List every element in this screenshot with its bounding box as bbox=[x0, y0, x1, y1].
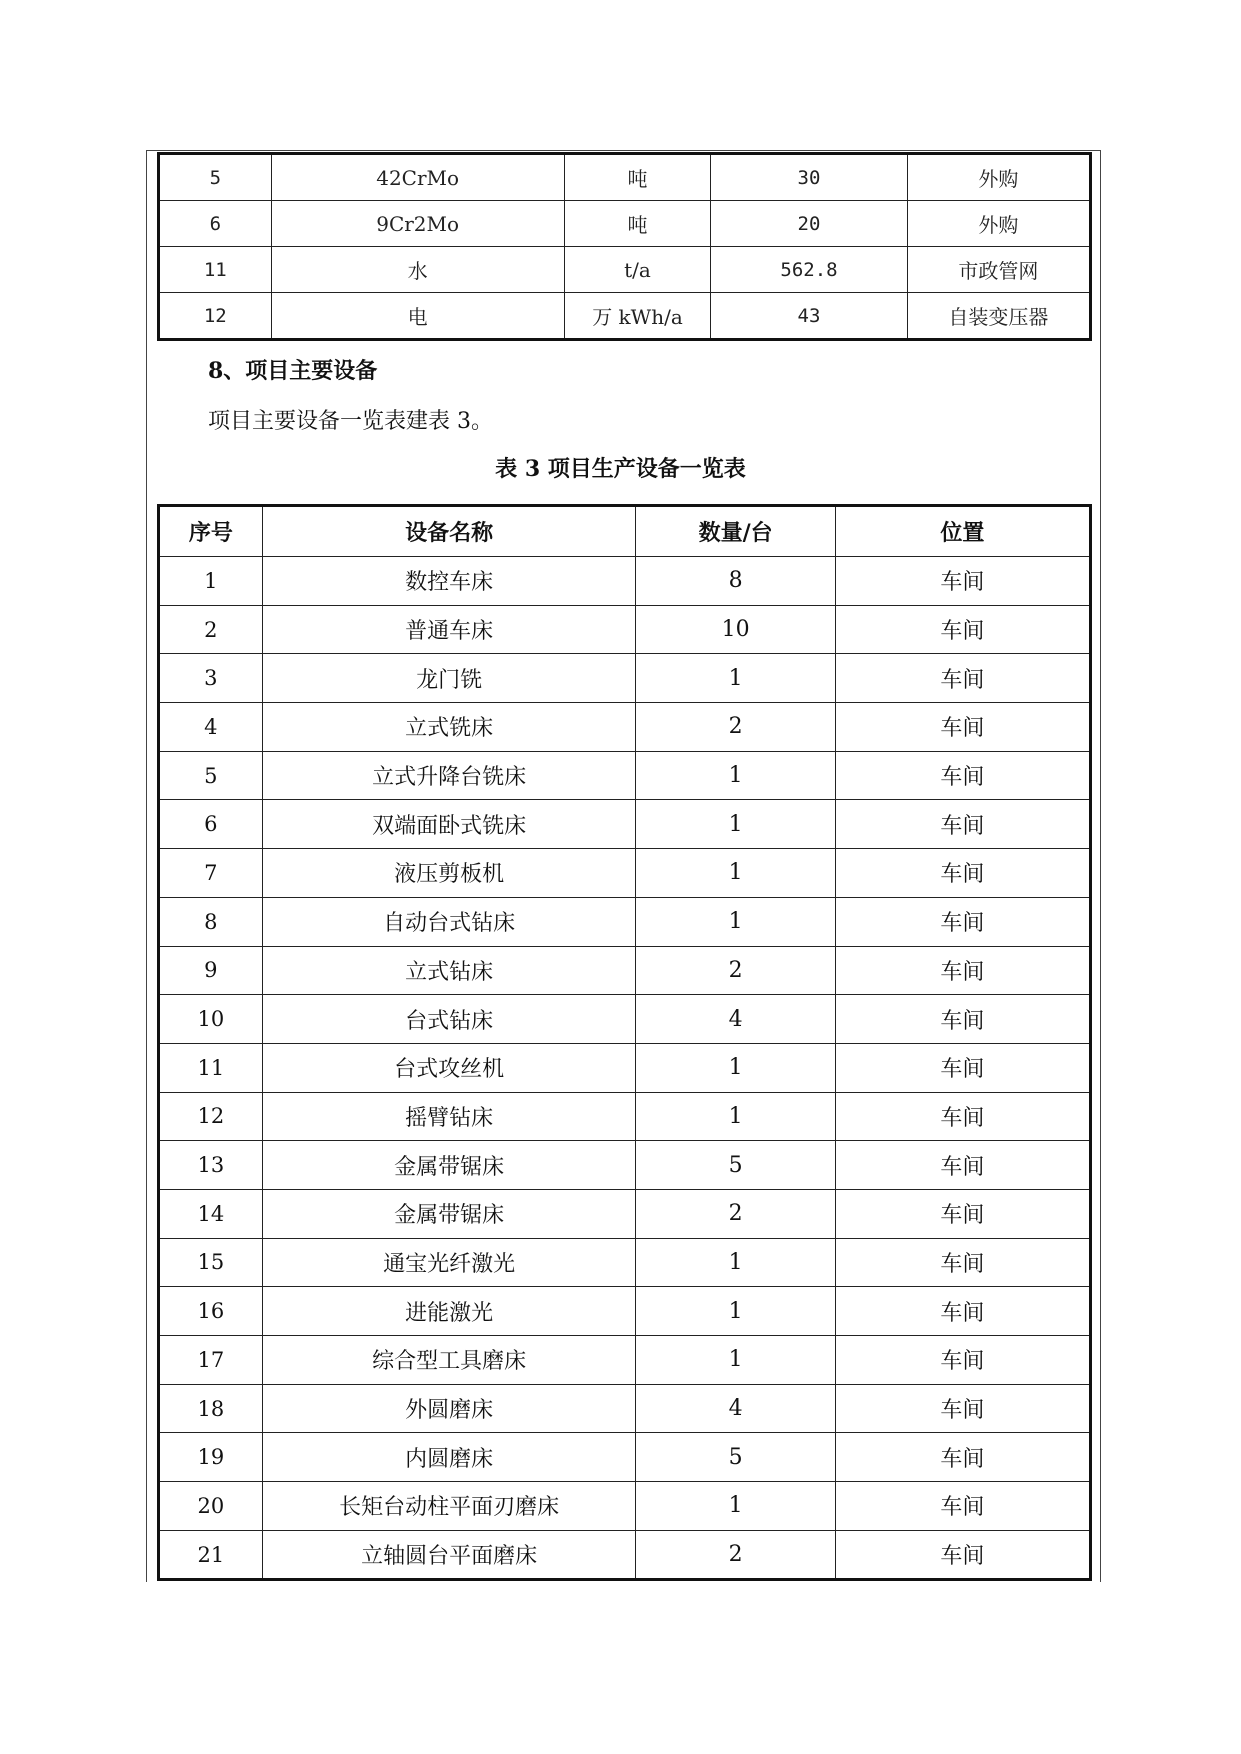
cell-no: 11 bbox=[159, 1043, 263, 1092]
cell-qty: 43 bbox=[711, 293, 907, 340]
cell-location: 车间 bbox=[835, 946, 1090, 995]
cell-source: 市政管网 bbox=[907, 247, 1090, 293]
cell-equipment-name: 数控车床 bbox=[262, 557, 636, 606]
cell-equipment-name: 双端面卧式铣床 bbox=[262, 800, 636, 849]
header-no: 序号 bbox=[159, 506, 263, 557]
cell-quantity: 4 bbox=[636, 1384, 835, 1433]
cell-quantity: 1 bbox=[636, 1043, 835, 1092]
cell-equipment-name: 摇臂钻床 bbox=[262, 1092, 636, 1141]
cell-quantity: 2 bbox=[636, 1530, 835, 1580]
section-title: 8、项目主要设备 bbox=[208, 358, 378, 384]
cell-no: 5 bbox=[159, 751, 263, 800]
cell-qty: 20 bbox=[711, 201, 907, 247]
cell-equipment-name: 立式升降台铣床 bbox=[262, 751, 636, 800]
cell-no: 17 bbox=[159, 1336, 263, 1385]
cell-equipment-name: 金属带锯床 bbox=[262, 1189, 636, 1238]
cell-location: 车间 bbox=[835, 1336, 1090, 1385]
cell-quantity: 1 bbox=[636, 1238, 835, 1287]
table-caption: 表 3 项目生产设备一览表 bbox=[495, 456, 746, 482]
cell-equipment-name: 立轴圆台平面磨床 bbox=[262, 1530, 636, 1580]
cell-equipment-name: 自动台式钻床 bbox=[262, 897, 636, 946]
cell-quantity: 1 bbox=[636, 897, 835, 946]
cell-source: 外购 bbox=[907, 201, 1090, 247]
cell-no: 7 bbox=[159, 849, 263, 898]
table-row bbox=[159, 293, 1091, 340]
table-row bbox=[159, 703, 1091, 752]
cell-equipment-name: 立式铣床 bbox=[262, 703, 636, 752]
cell-no: 1 bbox=[159, 557, 263, 606]
cell-location: 车间 bbox=[835, 1043, 1090, 1092]
cell-quantity: 5 bbox=[636, 1433, 835, 1482]
table-row bbox=[159, 557, 1091, 606]
cell-equipment-name: 立式钻床 bbox=[262, 946, 636, 995]
cell-quantity: 8 bbox=[636, 557, 835, 606]
cell-no: 6 bbox=[159, 201, 272, 247]
cell-equipment-name: 综合型工具磨床 bbox=[262, 1336, 636, 1385]
cell-location: 车间 bbox=[835, 1482, 1090, 1531]
cell-source: 外购 bbox=[907, 154, 1090, 201]
table-header-row bbox=[159, 506, 1091, 557]
cell-equipment-name: 台式钻床 bbox=[262, 995, 636, 1044]
cell-location: 车间 bbox=[835, 751, 1090, 800]
cell-no: 16 bbox=[159, 1287, 263, 1336]
cell-quantity: 2 bbox=[636, 703, 835, 752]
cell-no: 14 bbox=[159, 1189, 263, 1238]
materials-table bbox=[157, 152, 1092, 341]
table-row bbox=[159, 1336, 1091, 1385]
table-row bbox=[159, 995, 1091, 1044]
table-row bbox=[159, 1189, 1091, 1238]
cell-location: 车间 bbox=[835, 1092, 1090, 1141]
table-row bbox=[159, 1384, 1091, 1433]
cell-source: 自装变压器 bbox=[907, 293, 1090, 340]
cell-no: 10 bbox=[159, 995, 263, 1044]
cell-no: 4 bbox=[159, 703, 263, 752]
cell-no: 9 bbox=[159, 946, 263, 995]
header-location: 位置 bbox=[835, 506, 1090, 557]
cell-no: 13 bbox=[159, 1141, 263, 1190]
cell-quantity: 1 bbox=[636, 849, 835, 898]
cell-location: 车间 bbox=[835, 849, 1090, 898]
cell-no: 2 bbox=[159, 605, 263, 654]
table-row bbox=[159, 946, 1091, 995]
cell-location: 车间 bbox=[835, 1384, 1090, 1433]
cell-location: 车间 bbox=[835, 1141, 1090, 1190]
cell-name: 9Cr2Mo bbox=[271, 201, 564, 247]
cell-quantity: 1 bbox=[636, 654, 835, 703]
cell-unit: 吨 bbox=[564, 154, 711, 201]
cell-equipment-name: 进能激光 bbox=[262, 1287, 636, 1336]
table-row bbox=[159, 1482, 1091, 1531]
cell-no: 20 bbox=[159, 1482, 263, 1531]
cell-location: 车间 bbox=[835, 703, 1090, 752]
header-qty: 数量/台 bbox=[636, 506, 835, 557]
table-row bbox=[159, 605, 1091, 654]
cell-location: 车间 bbox=[835, 1189, 1090, 1238]
cell-no: 3 bbox=[159, 654, 263, 703]
table-row bbox=[159, 1092, 1091, 1141]
cell-quantity: 10 bbox=[636, 605, 835, 654]
cell-equipment-name: 长矩台动柱平面刃磨床 bbox=[262, 1482, 636, 1531]
cell-location: 车间 bbox=[835, 995, 1090, 1044]
cell-unit: t/a bbox=[564, 247, 711, 293]
table-row bbox=[159, 897, 1091, 946]
cell-no: 8 bbox=[159, 897, 263, 946]
cell-no: 6 bbox=[159, 800, 263, 849]
cell-quantity: 1 bbox=[636, 1287, 835, 1336]
cell-equipment-name: 普通车床 bbox=[262, 605, 636, 654]
cell-location: 车间 bbox=[835, 1530, 1090, 1580]
table-row bbox=[159, 751, 1091, 800]
table-row bbox=[159, 1530, 1091, 1580]
cell-name: 电 bbox=[271, 293, 564, 340]
cell-unit: 万 kWh/a bbox=[564, 293, 711, 340]
cell-no: 12 bbox=[159, 1092, 263, 1141]
cell-quantity: 4 bbox=[636, 995, 835, 1044]
table-row bbox=[159, 1433, 1091, 1482]
cell-location: 车间 bbox=[835, 1287, 1090, 1336]
cell-quantity: 1 bbox=[636, 1092, 835, 1141]
cell-qty: 30 bbox=[711, 154, 907, 201]
table-row bbox=[159, 247, 1091, 293]
table-row bbox=[159, 1287, 1091, 1336]
cell-equipment-name: 通宝光纤激光 bbox=[262, 1238, 636, 1287]
cell-name: 42CrMo bbox=[271, 154, 564, 201]
table-row bbox=[159, 800, 1091, 849]
cell-no: 19 bbox=[159, 1433, 263, 1482]
cell-no: 15 bbox=[159, 1238, 263, 1287]
table-row bbox=[159, 1043, 1091, 1092]
section-text: 项目主要设备一览表建表 3。 bbox=[208, 409, 493, 434]
cell-quantity: 2 bbox=[636, 1189, 835, 1238]
cell-quantity: 1 bbox=[636, 800, 835, 849]
cell-location: 车间 bbox=[835, 557, 1090, 606]
cell-qty: 562.8 bbox=[711, 247, 907, 293]
table-row bbox=[159, 1141, 1091, 1190]
header-name: 设备名称 bbox=[262, 506, 636, 557]
cell-quantity: 2 bbox=[636, 946, 835, 995]
cell-no: 11 bbox=[159, 247, 272, 293]
table-row bbox=[159, 654, 1091, 703]
cell-equipment-name: 龙门铣 bbox=[262, 654, 636, 703]
cell-location: 车间 bbox=[835, 1238, 1090, 1287]
cell-quantity: 5 bbox=[636, 1141, 835, 1190]
table-row bbox=[159, 201, 1091, 247]
cell-location: 车间 bbox=[835, 800, 1090, 849]
cell-equipment-name: 金属带锯床 bbox=[262, 1141, 636, 1190]
table-row bbox=[159, 849, 1091, 898]
cell-unit: 吨 bbox=[564, 201, 711, 247]
table-row bbox=[159, 154, 1091, 201]
cell-location: 车间 bbox=[835, 605, 1090, 654]
cell-location: 车间 bbox=[835, 1433, 1090, 1482]
cell-no: 21 bbox=[159, 1530, 263, 1580]
cell-equipment-name: 内圆磨床 bbox=[262, 1433, 636, 1482]
equipment-table bbox=[157, 504, 1092, 1581]
cell-no: 5 bbox=[159, 154, 272, 201]
cell-quantity: 1 bbox=[636, 751, 835, 800]
cell-name: 水 bbox=[271, 247, 564, 293]
cell-no: 18 bbox=[159, 1384, 263, 1433]
cell-quantity: 1 bbox=[636, 1336, 835, 1385]
cell-equipment-name: 外圆磨床 bbox=[262, 1384, 636, 1433]
cell-quantity: 1 bbox=[636, 1482, 835, 1531]
cell-location: 车间 bbox=[835, 897, 1090, 946]
cell-equipment-name: 台式攻丝机 bbox=[262, 1043, 636, 1092]
cell-no: 12 bbox=[159, 293, 272, 340]
cell-location: 车间 bbox=[835, 654, 1090, 703]
table-row bbox=[159, 1238, 1091, 1287]
cell-equipment-name: 液压剪板机 bbox=[262, 849, 636, 898]
